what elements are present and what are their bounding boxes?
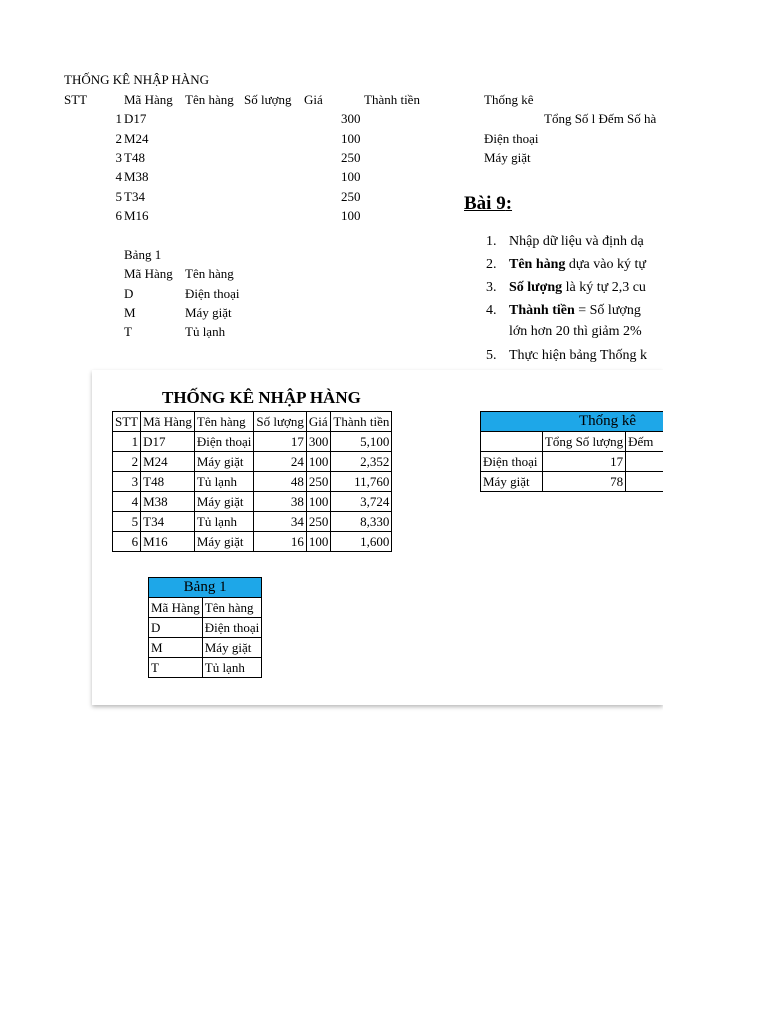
- row-stt: 2: [115, 131, 122, 146]
- row-stt: 4: [115, 169, 122, 184]
- exercise-item-num: 5.: [486, 348, 497, 363]
- cell-stt: 5: [113, 512, 141, 532]
- cell-qty: 48: [254, 472, 307, 492]
- header-name: Tên hàng: [185, 92, 234, 107]
- stats-corner-cell: [481, 432, 543, 452]
- cell-qty: 17: [254, 432, 307, 452]
- th-code: Mã Hàng: [141, 412, 195, 432]
- row-stt: 6: [115, 208, 122, 223]
- cell-code: M16: [141, 532, 195, 552]
- lookup-name: Tủ lạnh: [202, 658, 262, 678]
- cell-code: D17: [141, 432, 195, 452]
- exercise-item-bold: Thành tiền: [509, 303, 575, 318]
- sheet-title: THỐNG KÊ NHẬP HÀNG: [64, 72, 210, 87]
- lookup-title-cell: Bảng 1: [149, 578, 262, 598]
- table-row: [113, 452, 392, 472]
- stats-header: Tổng Số l Đếm Số hà: [544, 111, 657, 126]
- table-header-row: [113, 412, 392, 432]
- lookup-name: Điện thoại: [202, 618, 262, 638]
- cell-total: 11,760: [331, 472, 392, 492]
- image-stats-table: [480, 411, 663, 492]
- exercise-item-rest: là ký tự 2,3 cu: [562, 280, 646, 295]
- row-stt: 3: [115, 150, 122, 165]
- stats-row-label: Điện thoại: [484, 131, 539, 146]
- row-code: T48: [124, 150, 145, 165]
- cell-code: T34: [141, 512, 195, 532]
- header-qty: Số lượng: [244, 92, 292, 107]
- cell-price: 300: [306, 432, 331, 452]
- cell-price: 100: [306, 452, 331, 472]
- cell-total: 8,330: [331, 512, 392, 532]
- exercise-item-num: 4.: [486, 303, 497, 318]
- cell-qty: 34: [254, 512, 307, 532]
- lookup-header-code: Mã Hàng: [124, 266, 173, 281]
- row-code: M16: [124, 208, 149, 223]
- cell-name: Máy giặt: [194, 532, 254, 552]
- image-lookup-table: [148, 577, 262, 678]
- stats-col1: Tổng Số lượng: [542, 432, 625, 452]
- th-qty: Số lượng: [254, 412, 307, 432]
- th-price: Giá: [306, 412, 331, 432]
- row-price: 250: [341, 189, 361, 204]
- table-row: [113, 512, 392, 532]
- table-row: [149, 618, 262, 638]
- cell-name: Máy giặt: [194, 492, 254, 512]
- cell-total: 1,600: [331, 532, 392, 552]
- header-code: Mã Hàng: [124, 92, 173, 107]
- cell-name: Tủ lạnh: [194, 472, 254, 492]
- cell-code: T48: [141, 472, 195, 492]
- table-row: [481, 452, 664, 472]
- image-main-table: [112, 411, 392, 552]
- row-code: M24: [124, 131, 149, 146]
- table-row: [481, 472, 664, 492]
- cell-name: Điện thoại: [194, 432, 254, 452]
- stats-title: Thống kê: [484, 92, 534, 107]
- cell-total: 5,100: [331, 432, 392, 452]
- table-row: [113, 472, 392, 492]
- cell-qty: 24: [254, 452, 307, 472]
- exercise-item-text: [509, 302, 641, 320]
- lookup-code: M: [124, 305, 136, 320]
- lookup-name: Máy giặt: [202, 638, 262, 658]
- cell-total: 2,352: [331, 452, 392, 472]
- lookup-header-name: Tên hàng: [185, 266, 234, 281]
- exercise-heading-colon: :: [505, 193, 513, 214]
- table-row: [113, 492, 392, 512]
- th-total: Thành tiền: [331, 412, 392, 432]
- row-code: M38: [124, 169, 149, 184]
- row-stt: 1: [115, 111, 122, 126]
- exercise-item-num: 1.: [486, 234, 497, 249]
- header-total: Thành tiền: [364, 92, 420, 107]
- cell-qty: 16: [254, 532, 307, 552]
- cell-price: 100: [306, 532, 331, 552]
- stats-row-label: Máy giặt: [484, 150, 531, 165]
- stats-title-cell: Thống kê: [481, 412, 664, 432]
- header-price: Giá: [304, 92, 323, 107]
- exercise-item-text: Nhập dữ liệu và định dạ: [509, 234, 644, 249]
- table-row: [113, 432, 392, 452]
- cell-name: Máy giặt: [194, 452, 254, 472]
- lookup-th-name: Tên hàng: [202, 598, 262, 618]
- th-stt: STT: [113, 412, 141, 432]
- exercise-heading: [464, 193, 512, 215]
- stats-col2: Đếm: [626, 432, 663, 452]
- cell-stt: 4: [113, 492, 141, 512]
- stats-value: 78: [542, 472, 625, 492]
- cell-price: 100: [306, 492, 331, 512]
- exercise-item-rest: dựa vào ký tự: [565, 257, 646, 272]
- table-row: [113, 532, 392, 552]
- exercise-item-bold: Tên hàng: [509, 257, 566, 272]
- lookup-code: D: [124, 286, 134, 301]
- cell-stt: 2: [113, 452, 141, 472]
- row-price: 250: [341, 150, 361, 165]
- exercise-item-bold: Số lượng: [509, 280, 563, 295]
- exercise-item-num: 2.: [486, 257, 497, 272]
- header-stt: STT: [64, 92, 88, 107]
- row-code: T34: [124, 189, 145, 204]
- lookup-code: T: [124, 324, 132, 339]
- lookup-name: Máy giặt: [185, 305, 232, 320]
- exercise-item-rest: = Số lượng: [574, 303, 641, 318]
- lookup-th-code: Mã Hàng: [149, 598, 203, 618]
- lookup-name: Tủ lạnh: [185, 324, 226, 339]
- row-price: 100: [341, 131, 361, 146]
- stats-value: 17: [542, 452, 625, 472]
- table-row: [149, 638, 262, 658]
- exercise-item-text: [509, 279, 646, 297]
- stats-count: [626, 472, 663, 492]
- cell-price: 250: [306, 512, 331, 532]
- row-price: 300: [341, 111, 361, 126]
- lookup-code: M: [149, 638, 203, 658]
- stats-label: Máy giặt: [481, 472, 543, 492]
- row-stt: 5: [115, 189, 122, 204]
- example-image: [92, 370, 663, 705]
- image-title: THỐNG KÊ NHẬP HÀNG: [162, 388, 361, 407]
- exercise-heading-text: Bài 9: [464, 193, 506, 214]
- cell-qty: 38: [254, 492, 307, 512]
- exercise-item-text: [509, 256, 646, 274]
- exercise-item-text: Thực hiện bảng Thống k: [509, 348, 647, 363]
- exercise-item-text: lớn hơn 20 thì giảm 2%: [509, 324, 642, 339]
- cell-total: 3,724: [331, 492, 392, 512]
- lookup-title: Bảng 1: [124, 247, 162, 262]
- cell-code: M24: [141, 452, 195, 472]
- stats-label: Điện thoại: [481, 452, 543, 472]
- lookup-code: T: [149, 658, 203, 678]
- cell-stt: 3: [113, 472, 141, 492]
- cell-code: M38: [141, 492, 195, 512]
- row-price: 100: [341, 169, 361, 184]
- stats-count: [626, 452, 663, 472]
- lookup-name: Điện thoại: [185, 286, 240, 301]
- cell-price: 250: [306, 472, 331, 492]
- cell-name: Tủ lạnh: [194, 512, 254, 532]
- cell-stt: 1: [113, 432, 141, 452]
- exercise-item-num: 3.: [486, 280, 497, 295]
- lookup-code: D: [149, 618, 203, 638]
- th-name: Tên hàng: [194, 412, 254, 432]
- cell-stt: 6: [113, 532, 141, 552]
- row-price: 100: [341, 208, 361, 223]
- row-code: D17: [124, 111, 147, 126]
- table-row: [149, 658, 262, 678]
